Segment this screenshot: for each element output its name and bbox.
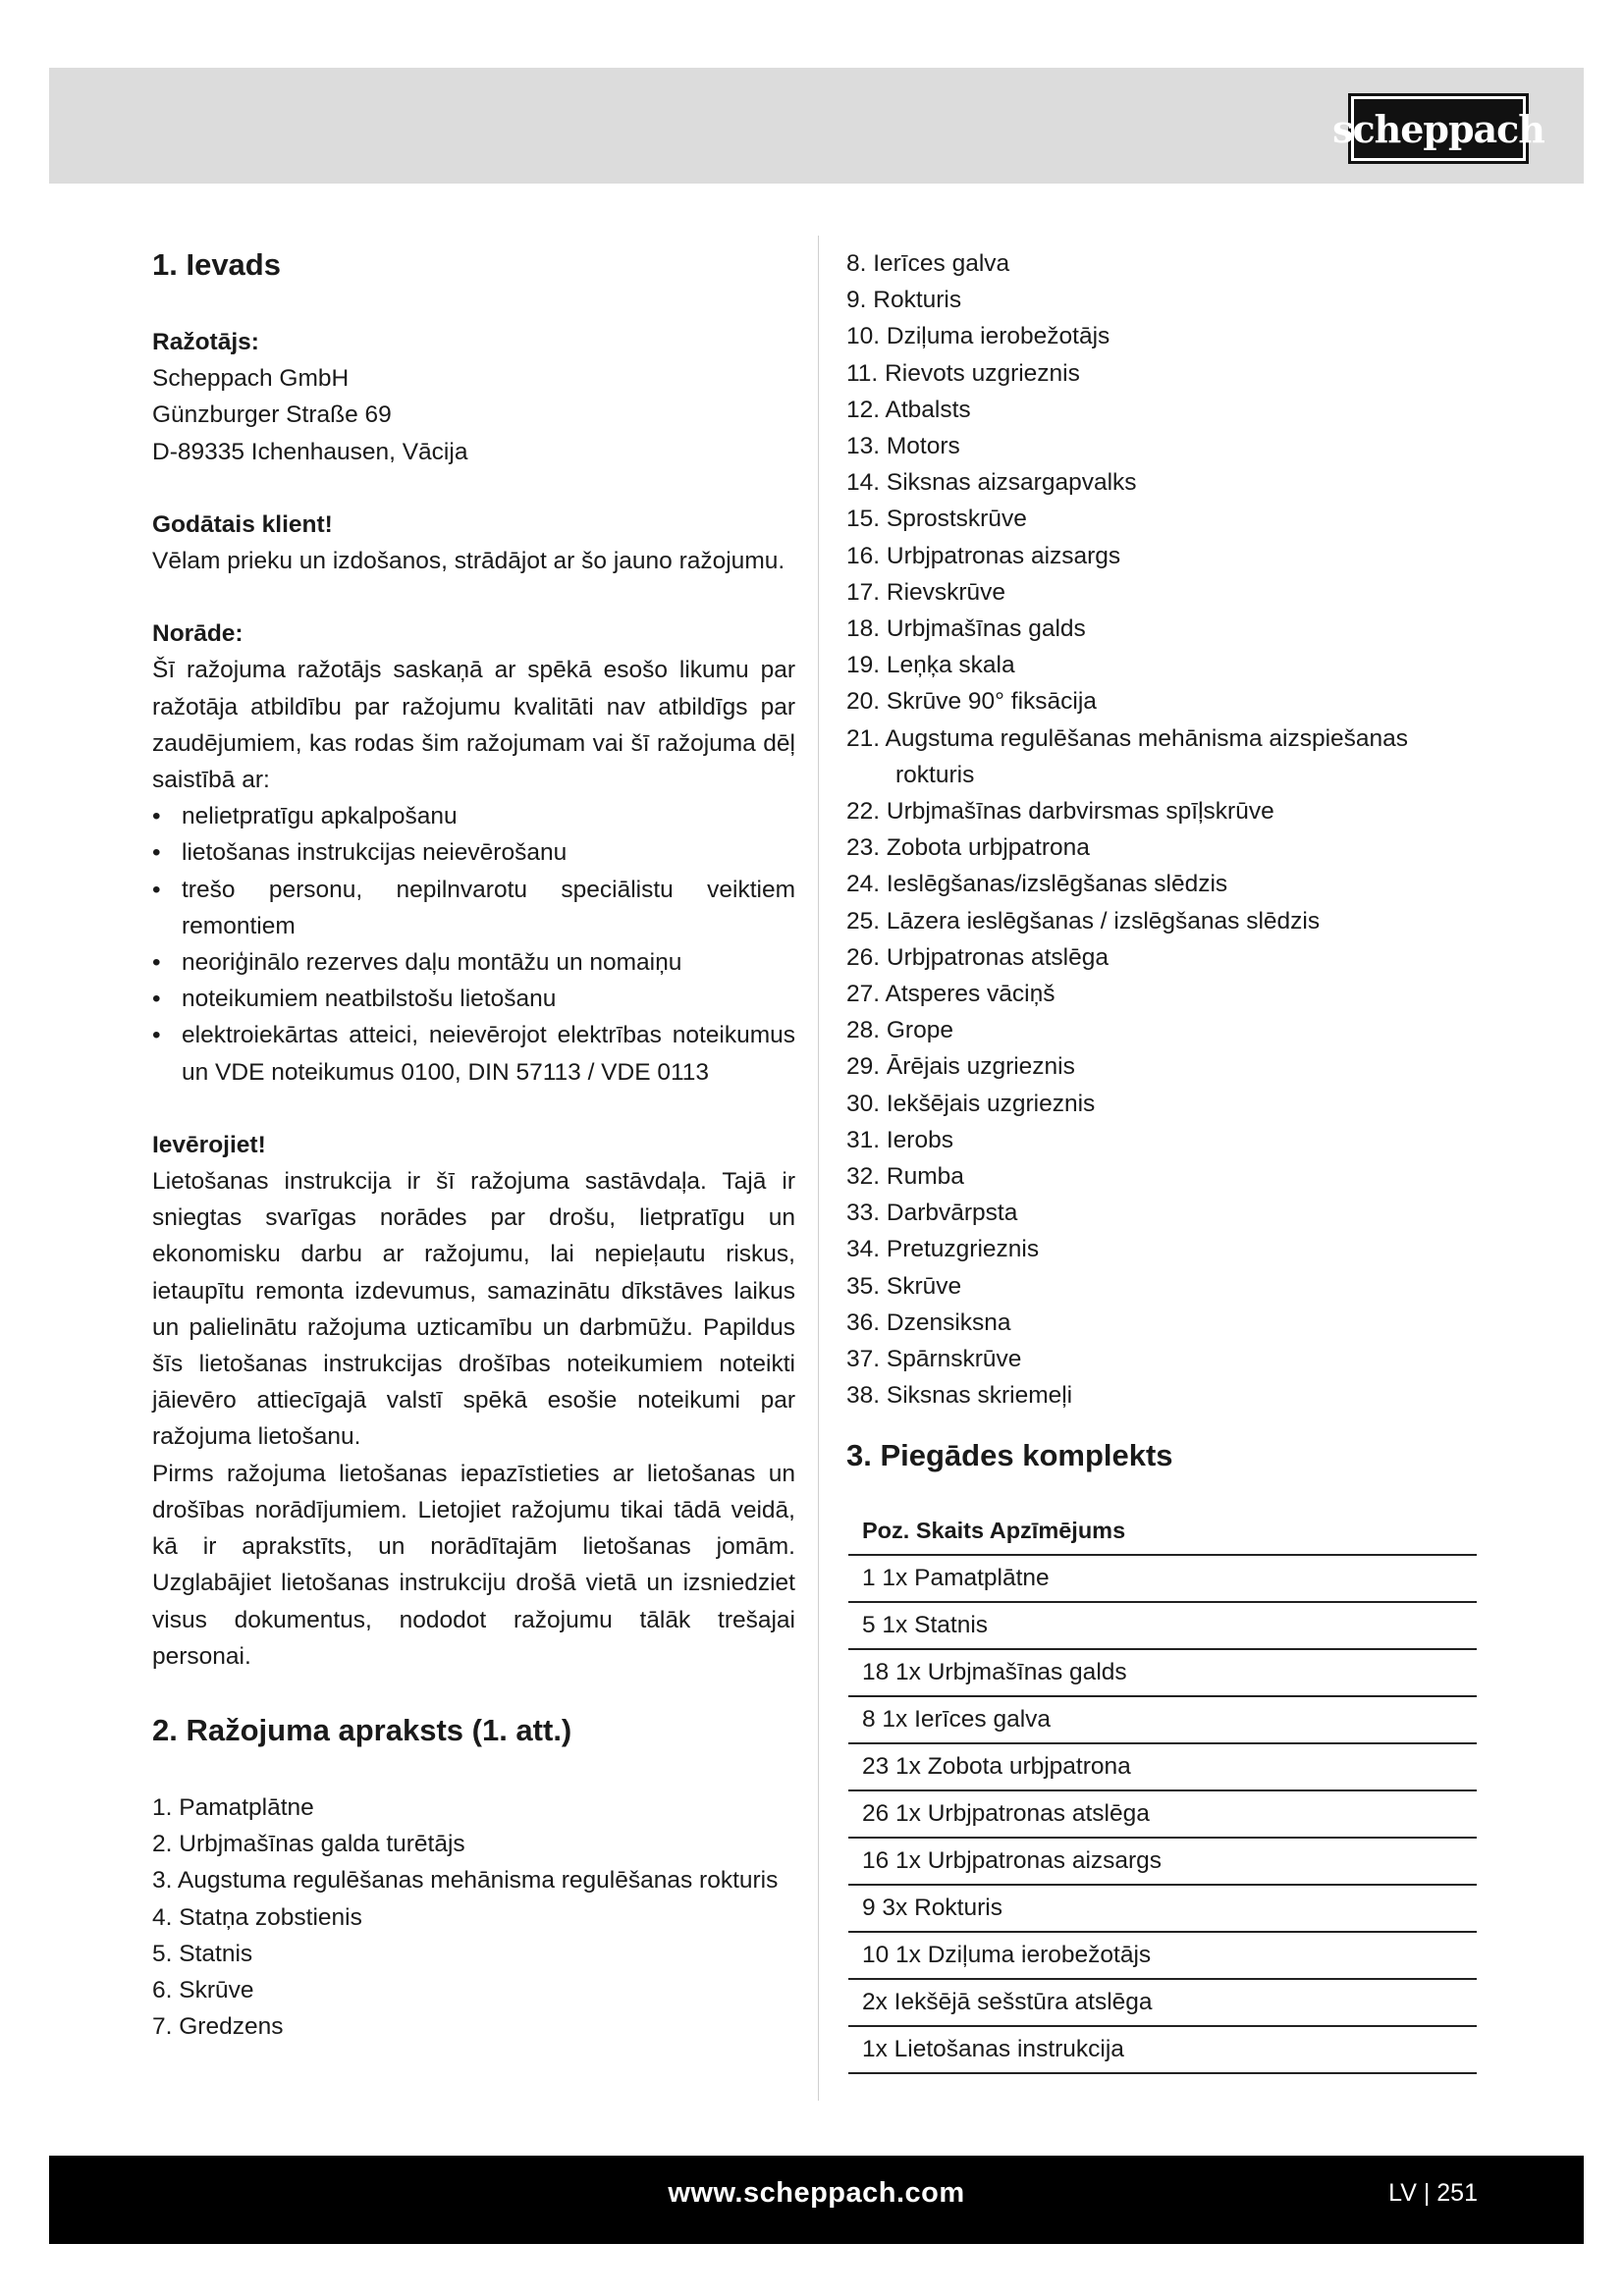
table-row — [848, 1743, 1477, 1790]
list-item — [846, 1086, 1489, 1122]
part-name: Lāzera ieslēgšanas / izslēgšanas slēdzis — [886, 907, 1321, 934]
list-item — [846, 939, 1489, 976]
list-item — [846, 428, 1489, 464]
list-item: • elektroiekārtas atteici, neievērojot elektrības noteikumus un VDE noteikumus 0100, DIN 57113 / VDE 0113 — [152, 1017, 795, 1090]
part-number: 28. — [846, 1017, 881, 1044]
table-row — [848, 1790, 1477, 1838]
dear-customer-text: Vēlam prieku un izdošanos, strādājot ar šo jauno ražojumu. — [152, 548, 785, 575]
part-number: 24. — [846, 871, 881, 898]
part-number: 17. — [846, 578, 881, 606]
list-item — [152, 1862, 795, 1898]
list-item: • noteikumiem neatbilstošu lietošanu — [152, 981, 795, 1017]
footer-band — [49, 2156, 1584, 2244]
list-item — [846, 793, 1489, 829]
table-row — [848, 1838, 1477, 1885]
part-name: Rokturis — [873, 287, 962, 314]
list-item — [846, 721, 1489, 793]
list-item — [846, 355, 1489, 392]
part-number: 23. — [846, 834, 881, 862]
part-number: 33. — [846, 1200, 881, 1227]
table-row — [848, 1602, 1477, 1649]
part-name: Sprostskrūve — [886, 506, 1027, 533]
list-item: • lietošanas instrukcijas neievērošanu — [152, 834, 795, 871]
manufacturer-line: Günzburger Straße 69 — [152, 401, 392, 429]
header-band — [49, 68, 1584, 184]
part-name: Leņķa skala — [886, 652, 1015, 679]
list-item — [846, 976, 1489, 1012]
part-number: 8. — [846, 250, 867, 277]
part-name: Rumba — [886, 1163, 964, 1191]
part-name: Gredzens — [179, 2013, 284, 2041]
list-item — [846, 829, 1489, 866]
table-row — [848, 1649, 1477, 1696]
list-item — [846, 501, 1489, 537]
part-number: 2. — [152, 1831, 173, 1858]
list-item — [846, 611, 1489, 647]
part-name: Urbjmašīnas darbvirsmas spīļskrūve — [886, 798, 1274, 826]
table-cell: 1 1x Pamatplātne — [848, 1555, 1477, 1602]
list-item — [152, 1826, 795, 1862]
list-item — [846, 1048, 1489, 1085]
supply-heading: 3. Piegādes komplekts — [846, 1437, 1173, 1472]
part-name: Grope — [886, 1017, 953, 1044]
part-number: 3. — [152, 1867, 173, 1895]
manufacturer-label: Ražotājs: — [152, 329, 259, 355]
parts-list — [152, 1789, 795, 2045]
description-heading: 2. Ražojuma apraksts (1. att.) — [152, 1712, 572, 1747]
part-name: Urbjpatronas atslēga — [886, 943, 1109, 971]
part-number: 27. — [846, 981, 881, 1008]
part-name: Motors — [886, 433, 960, 460]
table-cell: 16 1x Urbjpatronas aizsargs — [848, 1838, 1477, 1885]
part-number: 18. — [846, 615, 881, 643]
part-name: Atbalsts — [885, 396, 971, 423]
part-number: 32. — [846, 1163, 881, 1191]
part-name: Rievots uzgrieznis — [885, 359, 1080, 387]
part-number: 37. — [846, 1346, 881, 1373]
table-cell: 8 1x Ierīces galva — [848, 1696, 1477, 1743]
manufacturer-line: D-89335 Ichenhausen, Vācija — [152, 438, 468, 465]
list-item — [846, 1122, 1489, 1158]
table-cell: 9 3x Rokturis — [848, 1885, 1477, 1932]
part-name: Ieslēgšanas/izslēgšanas slēdzis — [886, 871, 1228, 898]
supply-table — [848, 1511, 1477, 2074]
part-number: 31. — [846, 1126, 881, 1153]
left-column — [152, 245, 795, 2045]
part-number: 38. — [846, 1382, 881, 1410]
list-item — [846, 1305, 1489, 1341]
table-header-row — [848, 1511, 1477, 1555]
right-column — [846, 245, 1489, 2074]
list-item — [152, 1899, 795, 1936]
attention-label: Ievērojiet! — [152, 1131, 266, 1158]
table-cell: 18 1x Urbjmašīnas galds — [848, 1649, 1477, 1696]
brand-logo: scheppach — [1348, 93, 1529, 164]
table-cell: 10 1x Dziļuma ierobežotājs — [848, 1932, 1477, 1979]
part-name: Pretuzgrieznis — [886, 1236, 1040, 1263]
intro-heading: 1. Ievads — [152, 247, 281, 282]
list-item — [846, 1268, 1489, 1305]
list-item: • trešo personu, nepilnvarotu speciālistu veiktiem remontiem — [152, 872, 795, 944]
part-number: 35. — [846, 1272, 881, 1300]
part-name: Dzensiksna — [886, 1308, 1011, 1336]
table-row — [848, 2026, 1477, 2073]
attention-paragraph: Lietošanas instrukcija ir šī ražojuma sastāvdaļa. Tajā ir sniegtas svarīgas norādes par drošu, lietpratīgu un ekonomisku darbu ar ražojumu, lai nepieļautu riskus, ietaupītu remonta izdevumus, samazinātu dīkstāves laikus un palielinātu ražojuma uzticamību un darbmūžu. Papildus šīs lietošanas instrukcijas drošības noteikumiem noteikti jāievēro attiecīgajā valstī spēkā esošie noteikumi par ražojuma lietošanu. — [152, 1168, 795, 1451]
list-item — [846, 1377, 1489, 1414]
table-cell: 1x Lietošanas instrukcija — [848, 2026, 1477, 2073]
part-number: 10. — [846, 323, 881, 350]
part-name: Darbvārpsta — [886, 1200, 1018, 1227]
part-name: Ierobs — [886, 1126, 953, 1153]
list-item — [846, 647, 1489, 683]
table-cell: 23 1x Zobota urbjpatrona — [848, 1743, 1477, 1790]
list-item — [152, 1936, 795, 1972]
table-header-cell: Poz. Skaits Apzīmējums — [848, 1511, 1477, 1555]
part-name: Rievskrūve — [886, 578, 1006, 606]
part-number: 12. — [846, 396, 881, 423]
table-row — [848, 1696, 1477, 1743]
part-number: 26. — [846, 943, 881, 971]
part-name: Siksnas skriemeļi — [886, 1382, 1073, 1410]
part-name: Skrūve 90° fiksācija — [886, 688, 1097, 716]
part-number: 14. — [846, 469, 881, 497]
list-item: • nelietpratīgu apkalpošanu — [152, 798, 795, 834]
table-cell: 26 1x Urbjpatronas atslēga — [848, 1790, 1477, 1838]
part-name: Atsperes vāciņš — [885, 981, 1056, 1008]
list-item — [846, 464, 1489, 501]
list-item — [846, 1158, 1489, 1195]
part-name: Statņa zobstienis — [179, 1903, 362, 1931]
part-name: Skrūve — [179, 1976, 254, 2003]
part-number: 4. — [152, 1903, 173, 1931]
part-number: 9. — [846, 287, 867, 314]
part-name: Urbjmašīnas galda turētājs — [179, 1831, 465, 1858]
part-name: Urbjpatronas aizsargs — [886, 542, 1121, 569]
list-item — [846, 1195, 1489, 1231]
list-item — [846, 245, 1489, 282]
part-name: Ierīces galva — [873, 250, 1010, 277]
part-number: 30. — [846, 1090, 881, 1117]
list-item — [846, 574, 1489, 611]
website-link[interactable]: www.scheppach.com — [668, 2177, 965, 2209]
attention-paragraph: Pirms ražojuma lietošanas iepazīstieties ar lietošanas un drošības norādījumiem. Lietojiet ražojumu tikai tādā veidā, kā ir aprakstīts, un norādītajām lietošanas jomām. Uzglabājiet lietošanas instrukciju drošā vietā un izsniedziet visus dokumentus, nododot ražojumu tālāk trešajai personai. — [152, 1460, 795, 1670]
part-name: Dziļuma ierobežotājs — [886, 323, 1110, 350]
part-number: 19. — [846, 652, 881, 679]
list-item — [846, 683, 1489, 720]
list-item — [846, 392, 1489, 428]
page-number: LV | 251 — [1388, 2179, 1478, 2207]
list-item — [846, 1012, 1489, 1048]
part-name: Pamatplātne — [179, 1793, 314, 1821]
part-number: 21. — [846, 724, 881, 752]
list-item — [846, 282, 1489, 318]
list-item — [846, 1341, 1489, 1377]
part-number: 22. — [846, 798, 881, 826]
part-number: 11. — [846, 359, 879, 387]
table-cell: 5 1x Statnis — [848, 1602, 1477, 1649]
list-item: • neoriģinālo rezerves daļu montāžu un nomaiņu — [152, 944, 795, 981]
part-number: 34. — [846, 1236, 881, 1263]
part-number: 15. — [846, 506, 881, 533]
table-row — [848, 1932, 1477, 1979]
part-number: 25. — [846, 907, 881, 934]
part-number: 7. — [152, 2013, 173, 2041]
part-number: 20. — [846, 688, 881, 716]
part-number: 29. — [846, 1053, 881, 1081]
table-row — [848, 1555, 1477, 1602]
part-name: Augstuma regulēšanas mehānisma regulēšanas rokturis — [177, 1867, 779, 1895]
part-name: Statnis — [179, 1940, 253, 1967]
part-name: Skrūve — [886, 1272, 962, 1300]
part-name: Siksnas aizsargapvalks — [886, 469, 1137, 497]
part-name: Zobota urbjpatrona — [886, 834, 1090, 862]
manufacturer-line: Scheppach GmbH — [152, 365, 350, 393]
list-item — [846, 318, 1489, 354]
table-cell: 2x Iekšējā sešstūra atslēga — [848, 1979, 1477, 2026]
part-number: 16. — [846, 542, 881, 569]
note-label: Norāde: — [152, 620, 244, 648]
part-name: Spārnskrūve — [886, 1346, 1022, 1373]
part-name: Urbjmašīnas galds — [886, 615, 1086, 643]
note-text: Šī ražojuma ražotājs saskaņā ar spēkā esošo likumu par ražotāja atbildību par ražojumu kvalitāti nav atbildīgs par zaudējumiem, kas rodas šim ražojumam vai šī ražojuma dēļ saistībā ar: — [152, 657, 795, 794]
dear-customer-label: Godātais klient! — [152, 510, 333, 538]
part-name: Augstuma regulēšanas mehānisma aizspiešanas rokturis — [885, 724, 1409, 788]
list-item — [846, 866, 1489, 902]
part-number: 5. — [152, 1940, 173, 1967]
column-divider — [818, 236, 819, 2101]
parts-list — [846, 245, 1489, 1415]
list-item — [846, 538, 1489, 574]
list-item — [152, 1972, 795, 2008]
part-number: 13. — [846, 433, 881, 460]
list-item — [846, 903, 1489, 939]
part-number: 36. — [846, 1308, 881, 1336]
part-number: 1. — [152, 1793, 173, 1821]
table-row — [848, 1979, 1477, 2026]
part-name: Iekšējais uzgrieznis — [886, 1090, 1096, 1117]
note-bullet-list — [152, 798, 795, 1091]
part-number: 6. — [152, 1976, 173, 2003]
table-row — [848, 1885, 1477, 1932]
list-item — [152, 1789, 795, 1826]
part-name: Ārējais uzgrieznis — [886, 1053, 1075, 1081]
list-item — [152, 2008, 795, 2045]
list-item — [846, 1231, 1489, 1267]
